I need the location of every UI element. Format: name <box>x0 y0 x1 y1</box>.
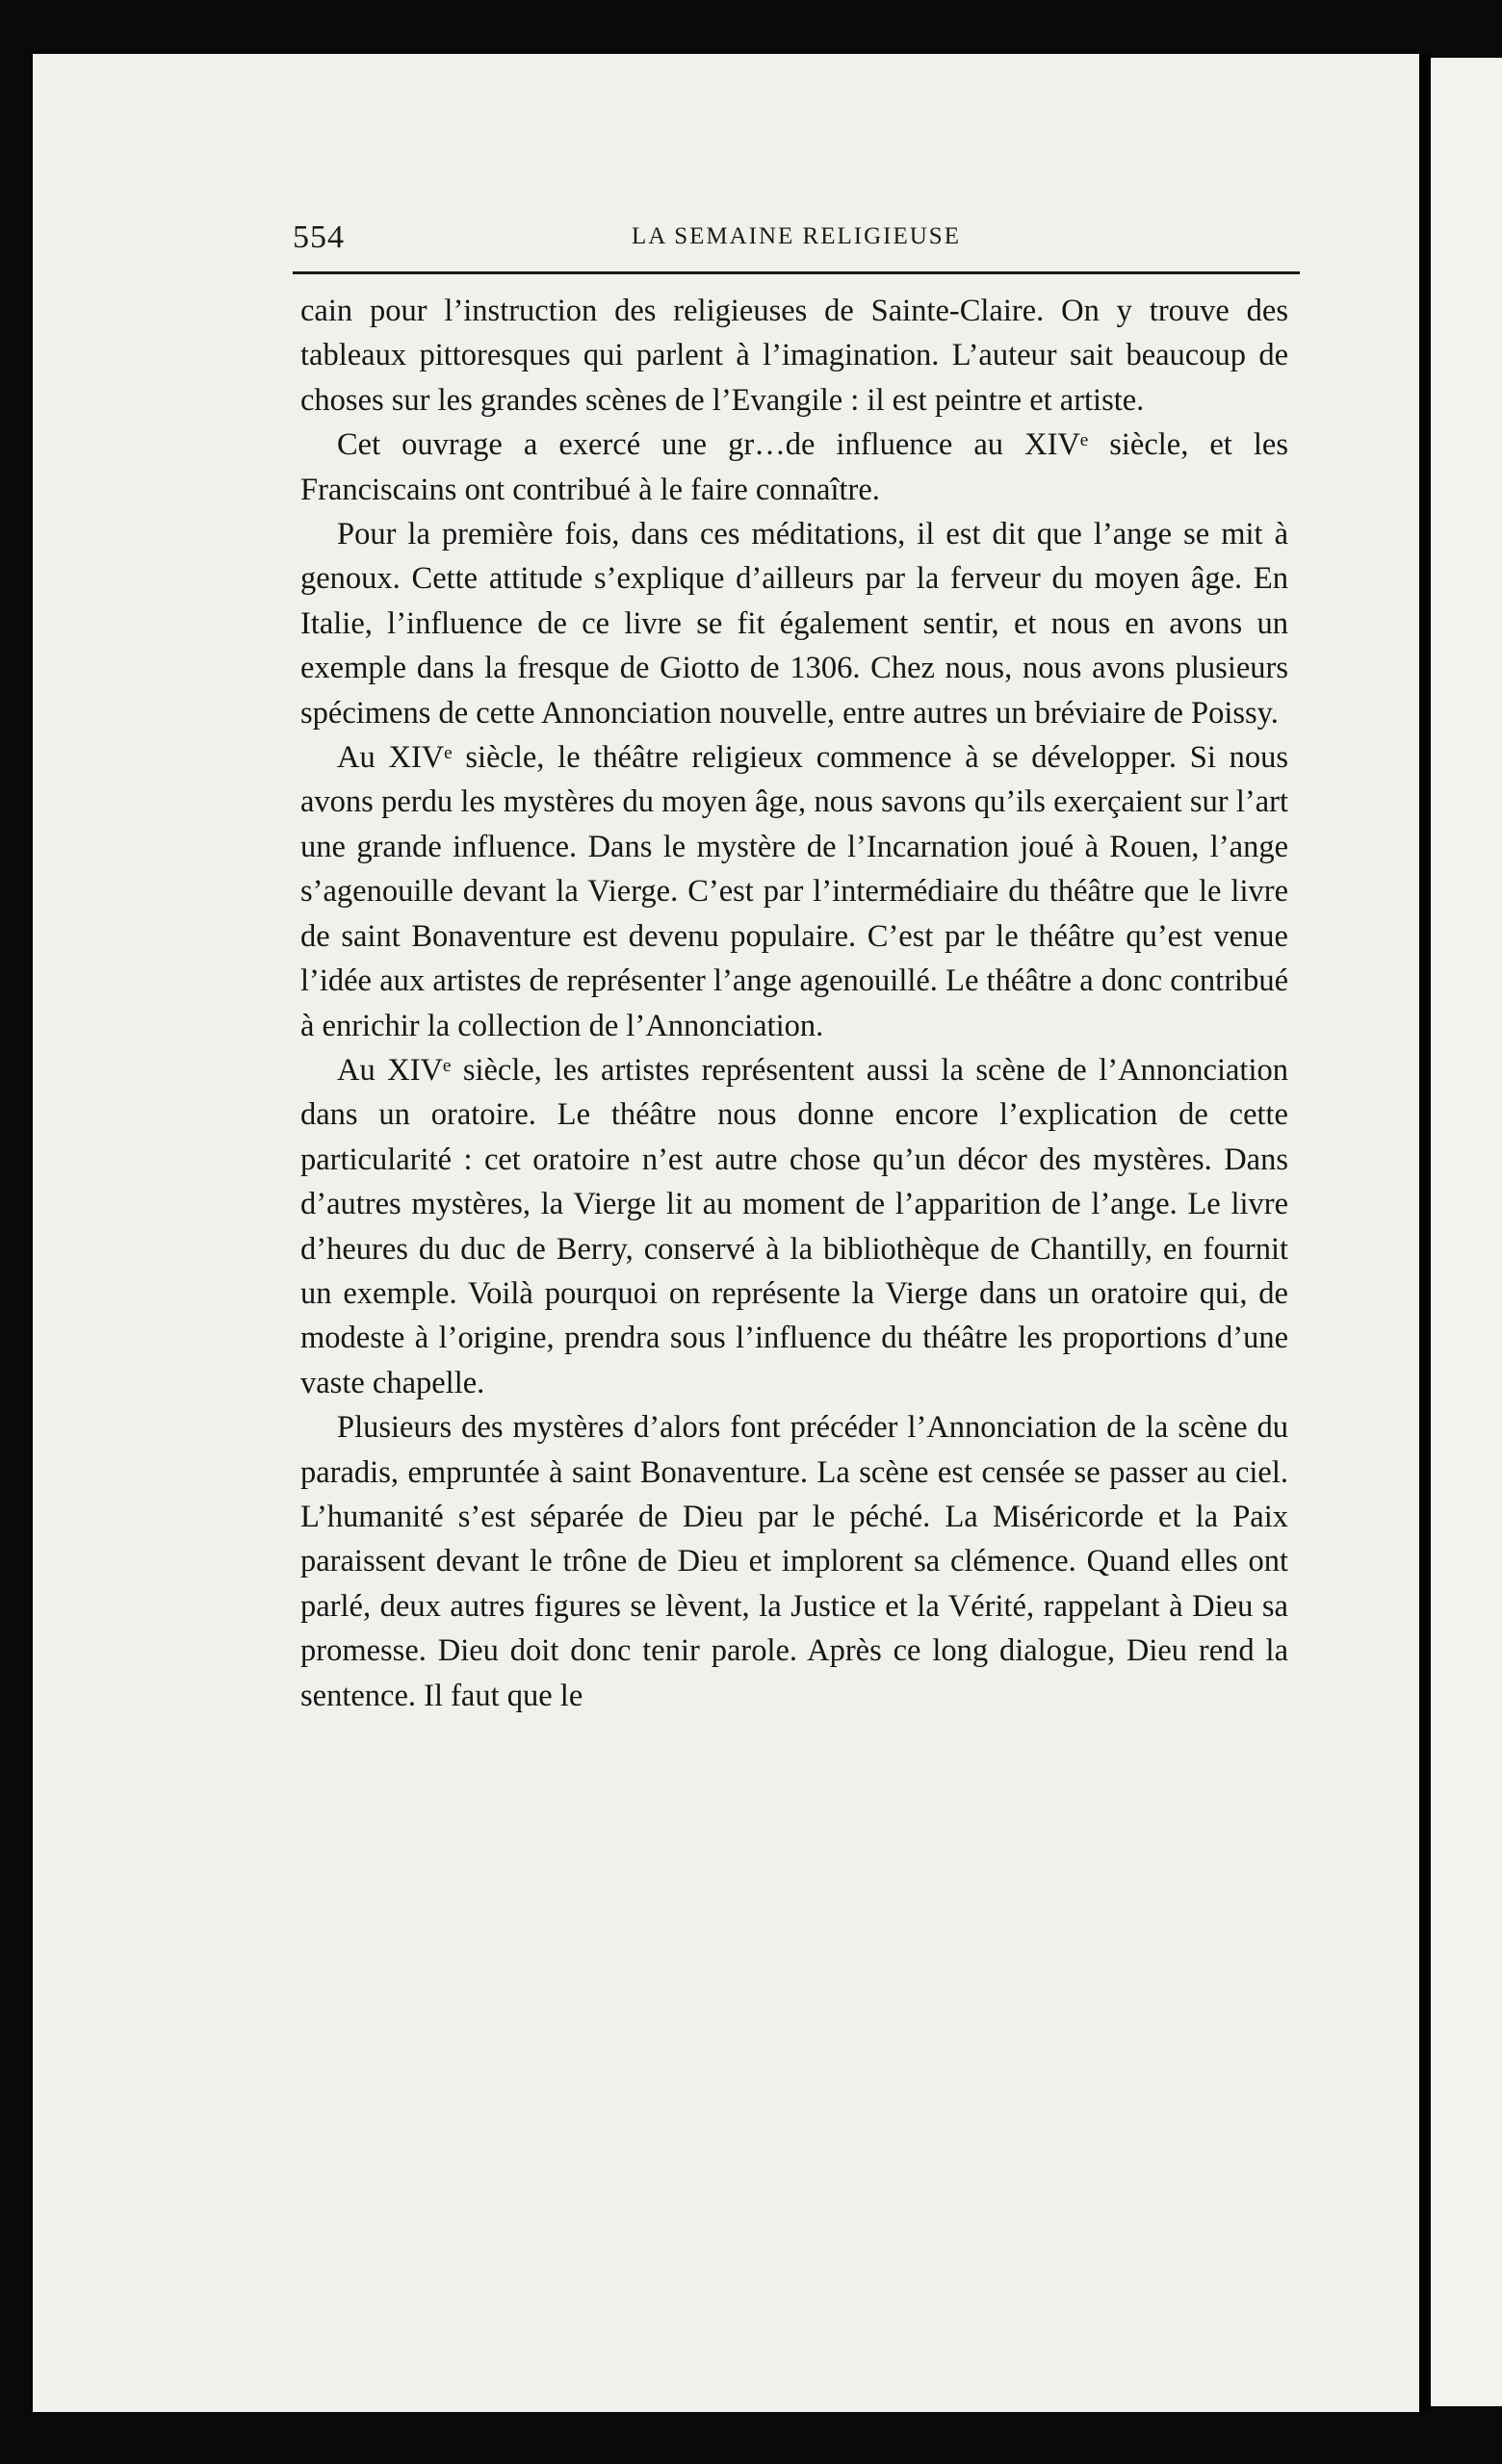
paragraph-4: Au XIVᵉ siècle, le théâtre religieux commence à se développer. Si nous avons perdu les mystères du moyen âge, nous savons qu’ils exerçaient sur l’art une grande influence. Dans le mystère de l’Incarnation joué à Rouen, l’ange s’agenouille devant la Vierge. C’est par l’intermédiaire du théâtre que le livre de saint Bonaventure est devenu populaire. C’est par le théâtre qu’est venue l’idée aux artistes de représenter l’ange agenouillé. Le théâtre a donc contribué à enrichir la collection de l’Annonciation. <box>300 740 1288 1043</box>
paragraph-6: Plusieurs des mystères d’alors font précéder l’Annonciation de la scène du paradis, empruntée à saint Bonaventure. La scène est censée se passer au ciel. L’humanité s’est séparée de Dieu par le péché. La Miséricorde et la Paix paraissent devant le trône de Dieu et implorent sa clémence. Quand elles ont parlé, deux autres figures se lèvent, la Justice et la Vérité, rappelant à Dieu sa promesse. Dieu doit donc tenir parole. Après ce long dialogue, Dieu rend la sentence. Il faut que le <box>300 1410 1288 1713</box>
paragraph-5: Au XIVᵉ siècle, les artistes représentent aussi la scène de l’Annonciation dans un oratoire. Le théâtre nous donne encore l’explication de cette particularité : cet oratoire n’est autre chose qu’un décor des mystères. Dans d’autres mystères, la Vierge lit au moment de l’apparition de l’ange. Le livre d’heures du duc de Berry, conservé à la bibliothèque de Chantilly, en fournit un exemple. Voilà pourquoi on représente la Vierge dans un oratoire qui, de modeste à l’origine, prendra sous l’influence du théâtre les proportions d’une vaste chapelle. <box>300 1052 1288 1400</box>
header-rule <box>293 271 1300 274</box>
page-header <box>293 219 1300 266</box>
paragraph-2: Cet ouvrage a exercé une gr…de influence au XIVᵉ siècle, et les Franciscains ont contribué à le faire connaître. <box>300 427 1288 507</box>
adjacent-page-edge <box>1431 58 1502 2406</box>
paragraph-3: Pour la première fois, dans ces méditations, il est dit que l’ange se mit à genoux. Cette attitude s’explique d’ailleurs par la ferveur du moyen âge. En Italie, l’influence de ce livre se fit également sentir, et nous en avons un exemple dans la fresque de Giotto de 1306. Chez nous, nous avons plusieurs spécimens de cette Annonciation nouvelle, entre autres un bréviaire de Poissy. <box>300 517 1288 731</box>
running-title: LA SEMAINE RELIGIEUSE <box>632 223 961 249</box>
body-text <box>300 289 1288 1718</box>
page-number: 554 <box>293 219 345 255</box>
paragraph-1: cain pour l’instruction des religieuses de Sainte-Claire. On y trouve des tableaux pittoresques qui parlent à l’imagination. L’auteur sait beaucoup de choses sur les grandes scènes de l’Evangile : il est peintre et artiste. <box>300 294 1288 418</box>
page-gutter <box>1419 54 1431 2412</box>
